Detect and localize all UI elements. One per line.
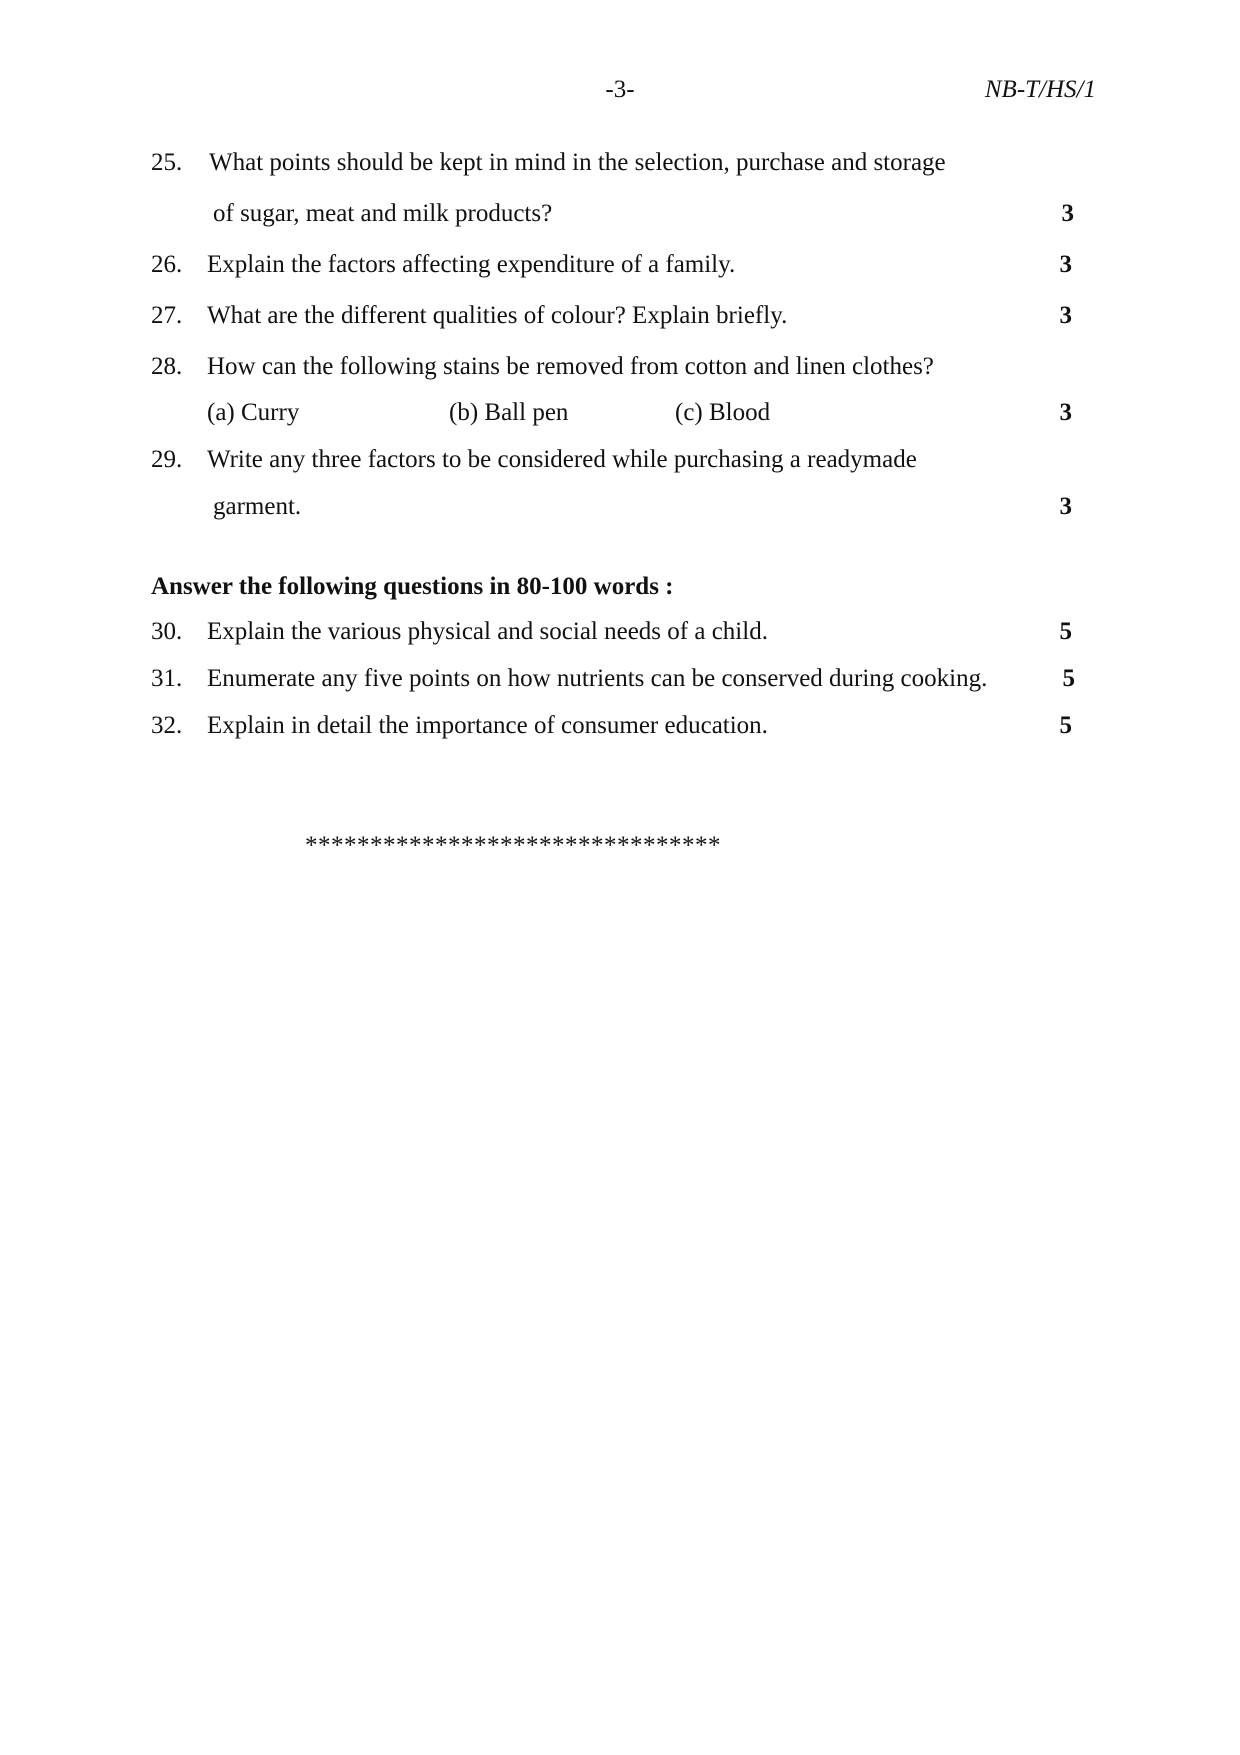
question-text: Enumerate any five points on how nutrients can be conserved during cooking. xyxy=(207,665,988,692)
question-number: 26. xyxy=(151,251,183,278)
question-text: garment. xyxy=(213,493,302,520)
question-number: 31. xyxy=(151,665,183,692)
question-text: Explain the factors affecting expenditure of a family. xyxy=(207,251,736,278)
question-text: What points should be kept in mind in the selection, purchase and storage xyxy=(209,149,946,176)
question-marks: 5 xyxy=(1059,618,1072,645)
question-marks: 5 xyxy=(1062,665,1075,692)
question-marks: 5 xyxy=(1059,712,1072,739)
question-number: 25. xyxy=(151,149,183,176)
question-marks: 3 xyxy=(1059,302,1072,329)
question-number: 30. xyxy=(151,618,183,645)
section-heading: Answer the following questions in 80-100 words : xyxy=(151,573,674,600)
question-marks: 3 xyxy=(1059,399,1072,426)
option-c: (c) Blood xyxy=(675,399,771,426)
paper-code: NB-T/HS/1 xyxy=(984,76,1096,103)
question-marks: 3 xyxy=(1059,493,1072,520)
question-text: Explain in detail the importance of consumer education. xyxy=(207,712,768,739)
question-marks: 3 xyxy=(1059,251,1072,278)
question-text: Explain the various physical and social needs of a child. xyxy=(207,618,768,645)
question-number: 32. xyxy=(151,712,183,739)
question-number: 28. xyxy=(151,353,183,380)
question-number: 27. xyxy=(151,302,183,329)
question-text: What are the different qualities of colour? Explain briefly. xyxy=(207,302,788,329)
question-text: Write any three factors to be considered while purchasing a readymade xyxy=(207,446,917,473)
question-marks: 3 xyxy=(1061,200,1074,227)
question-text: of sugar, meat and milk products? xyxy=(213,200,553,227)
page-number: -3- xyxy=(605,76,635,103)
question-text: How can the following stains be removed from cotton and linen clothes? xyxy=(207,353,934,380)
option-a: (a) Curry xyxy=(207,399,300,426)
end-of-paper-marker: ******************************** xyxy=(305,832,721,859)
question-number: 29. xyxy=(151,446,183,473)
option-b: (b) Ball pen xyxy=(449,399,569,426)
